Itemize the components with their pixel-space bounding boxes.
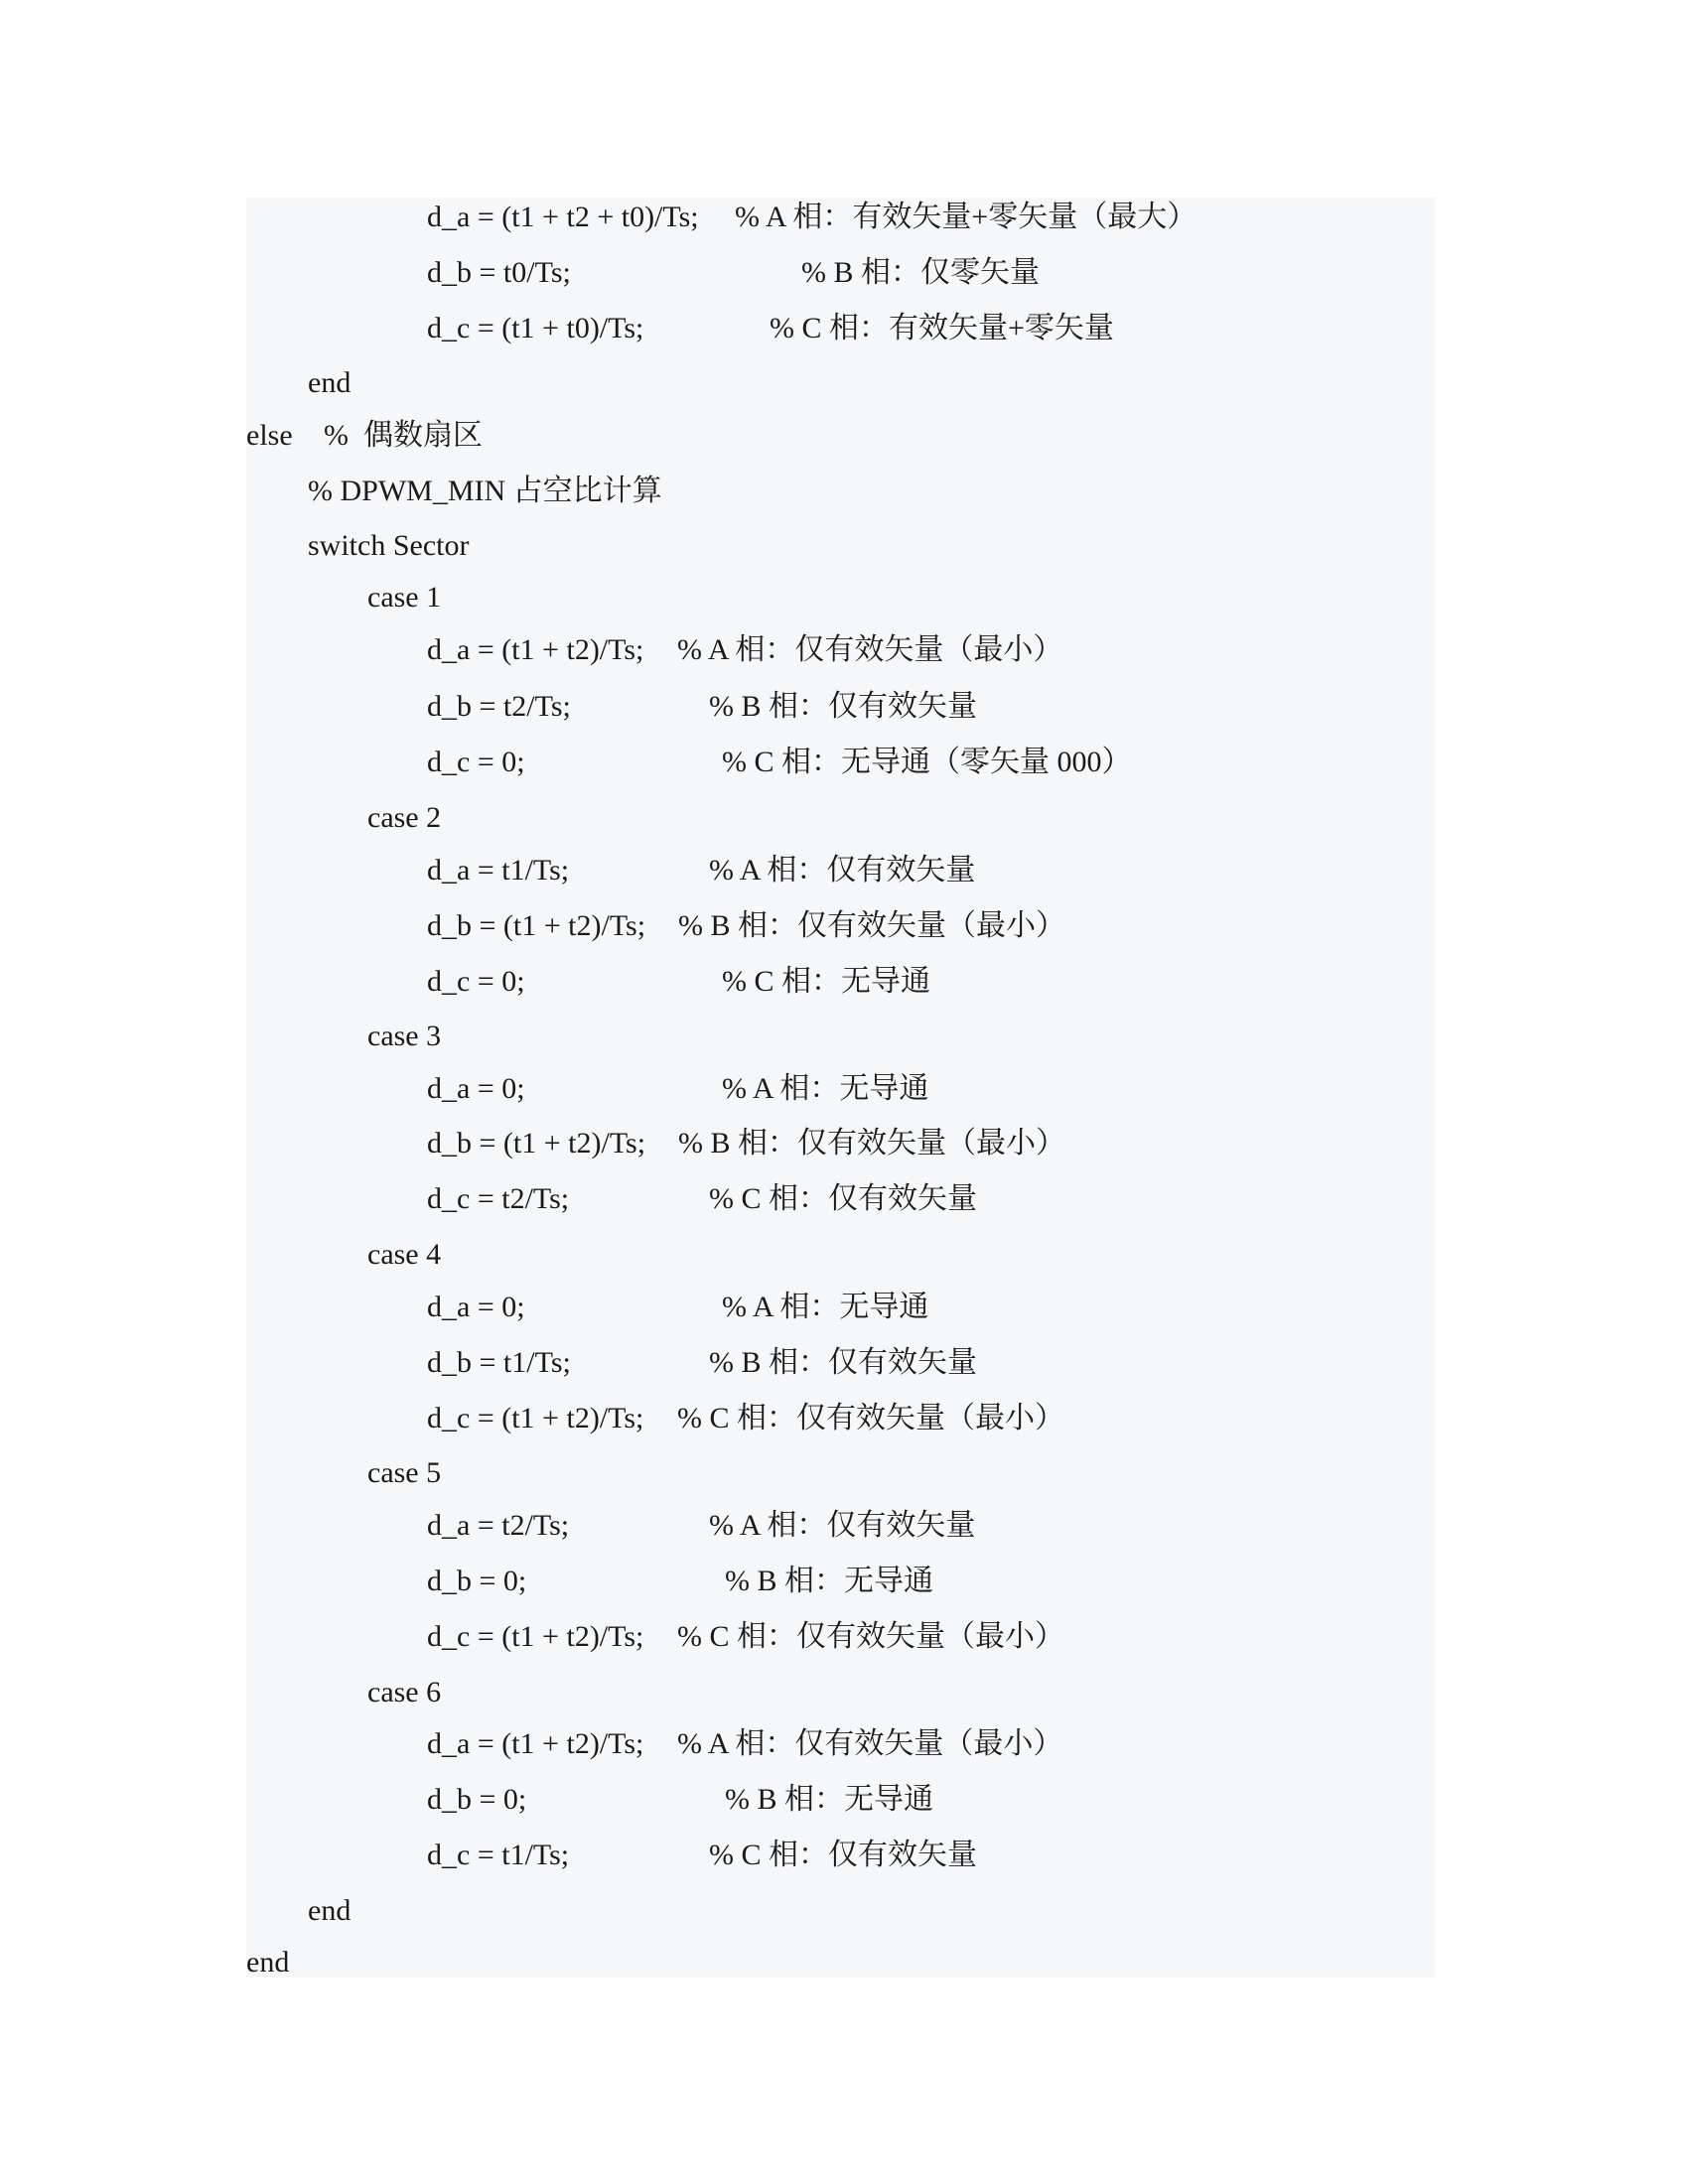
- code-statement: d_a = t1/Ts;: [427, 854, 570, 887]
- code-comment: % B 相：无导通: [725, 1783, 933, 1816]
- code-comment: % B 相：仅有效矢量（最小）: [678, 909, 1065, 942]
- code-comment: % B 相：仅有效矢量（最小）: [678, 1127, 1065, 1160]
- code-statement: d_b = t2/Ts;: [427, 690, 571, 723]
- code-comment: % C 相：仅有效矢量: [709, 1839, 977, 1871]
- code-statement: d_c = t1/Ts;: [427, 1839, 570, 1871]
- code-comment: % C 相：仅有效矢量（最小）: [677, 1402, 1064, 1434]
- code-statement: d_c = 0;: [427, 746, 525, 778]
- code-statement: case 3: [367, 1020, 442, 1052]
- code-statement: d_b = 0;: [427, 1783, 527, 1816]
- code-statement: d_c = 0;: [427, 965, 525, 998]
- code-statement: case 6: [367, 1676, 442, 1708]
- code-comment: % 偶数扇区: [324, 419, 483, 452]
- code-statement: % DPWM_MIN 占空比计算: [308, 475, 662, 507]
- code-statement: case 5: [367, 1456, 442, 1489]
- code-statement: end: [246, 1946, 290, 1979]
- code-comment: % A 相：无导通: [722, 1291, 929, 1323]
- code-statement: else: [246, 419, 293, 452]
- code-comment: % B 相：无导通: [725, 1565, 933, 1597]
- code-statement: d_b = (t1 + t2)/Ts;: [427, 909, 646, 942]
- code-comment: % C 相：无导通: [722, 965, 930, 998]
- code-comment: % A 相：仅有效矢量（最小）: [677, 633, 1063, 666]
- code-statement: d_a = t2/Ts;: [427, 1509, 570, 1542]
- code-comment: % C 相：仅有效矢量: [709, 1182, 977, 1215]
- code-comment: % C 相：仅有效矢量（最小）: [677, 1620, 1064, 1653]
- code-block: [246, 198, 1435, 1978]
- code-comment: % A 相：仅有效矢量: [709, 1509, 976, 1542]
- code-statement: case 4: [367, 1238, 442, 1271]
- code-statement: d_c = (t1 + t0)/Ts;: [427, 312, 644, 344]
- code-statement: d_c = (t1 + t2)/Ts;: [427, 1402, 644, 1434]
- code-statement: d_c = t2/Ts;: [427, 1182, 570, 1215]
- code-comment: % C 相：无导通（零矢量 000）: [722, 746, 1132, 778]
- code-statement: d_b = t1/Ts;: [427, 1346, 571, 1379]
- code-comment: % C 相：有效矢量+零矢量: [770, 312, 1114, 344]
- code-comment: % A 相：仅有效矢量（最小）: [677, 1727, 1063, 1760]
- code-statement: end: [308, 1894, 352, 1927]
- code-statement: d_a = (t1 + t2)/Ts;: [427, 633, 644, 666]
- code-comment: % A 相：仅有效矢量: [709, 854, 976, 887]
- code-comment: % A 相：无导通: [722, 1072, 929, 1105]
- code-comment: % A 相：有效矢量+零矢量（最大）: [735, 201, 1197, 233]
- code-statement: case 1: [367, 581, 442, 614]
- code-statement: d_a = 0;: [427, 1072, 525, 1105]
- code-statement: d_b = t0/Ts;: [427, 256, 571, 289]
- code-comment: % B 相：仅零矢量: [801, 256, 1040, 289]
- code-comment: % B 相：仅有效矢量: [709, 690, 977, 723]
- code-statement: case 2: [367, 801, 442, 834]
- code-statement: switch Sector: [308, 529, 470, 562]
- code-statement: d_a = (t1 + t2 + t0)/Ts;: [427, 201, 699, 233]
- code-statement: d_c = (t1 + t2)/Ts;: [427, 1620, 644, 1653]
- code-comment: % B 相：仅有效矢量: [709, 1346, 977, 1379]
- code-statement: d_b = (t1 + t2)/Ts;: [427, 1127, 646, 1160]
- code-statement: d_a = (t1 + t2)/Ts;: [427, 1727, 644, 1760]
- code-statement: end: [308, 366, 352, 399]
- code-statement: d_a = 0;: [427, 1291, 525, 1323]
- code-statement: d_b = 0;: [427, 1565, 527, 1597]
